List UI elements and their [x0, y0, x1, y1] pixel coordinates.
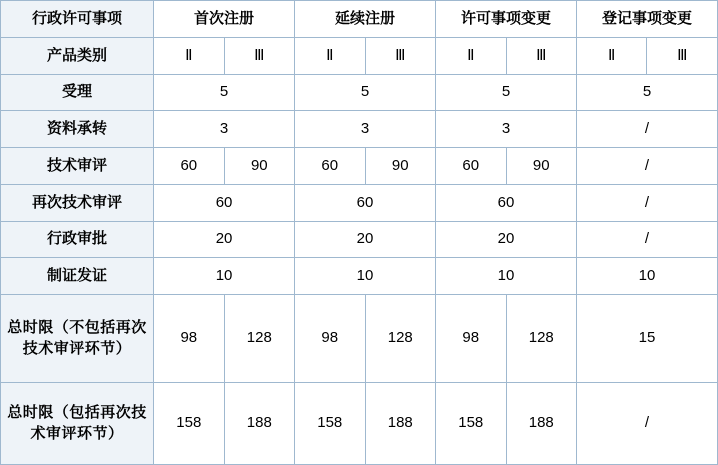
cell-value: 60 — [436, 184, 577, 221]
subheader-product-category-label: 产品类别 — [1, 37, 154, 74]
header-group-renewal-registration: 延续注册 — [295, 1, 436, 38]
table-row — [1, 111, 718, 148]
row-label-total-excluding-retechnical: 总时限（不包括再次技术审评环节） — [1, 295, 154, 383]
cell-value: 10 — [295, 258, 436, 295]
subheader-class-3-regchange: Ⅲ — [647, 37, 718, 74]
subheader-class-3-first: Ⅲ — [224, 37, 295, 74]
cell-value: 20 — [154, 221, 295, 258]
header-group-registration-change: 登记事项变更 — [577, 1, 718, 38]
cell-value: 90 — [224, 148, 295, 185]
cell-value: / — [577, 221, 718, 258]
subheader-class-2-regchange: Ⅱ — [577, 37, 647, 74]
cell-value: 158 — [295, 383, 365, 465]
row-label-certificate-issuance: 制证发证 — [1, 258, 154, 295]
table-body — [1, 1, 718, 465]
cell-value: 188 — [365, 383, 436, 465]
cell-value: 3 — [436, 111, 577, 148]
cell-value: / — [577, 148, 718, 185]
cell-value: / — [577, 111, 718, 148]
cell-value: 15 — [577, 295, 718, 383]
row-label-administrative-approval: 行政审批 — [1, 221, 154, 258]
subheader-class-2-first: Ⅱ — [154, 37, 224, 74]
cell-value: 90 — [365, 148, 436, 185]
cell-value: 158 — [436, 383, 506, 465]
cell-value: 5 — [154, 74, 295, 111]
row-label-acceptance: 受理 — [1, 74, 154, 111]
cell-value: 10 — [436, 258, 577, 295]
table-row — [1, 184, 718, 221]
cell-value: / — [577, 383, 718, 465]
cell-value: 128 — [365, 295, 436, 383]
row-label-technical-review: 技术审评 — [1, 148, 154, 185]
table-row — [1, 258, 718, 295]
table-row — [1, 295, 718, 383]
cell-value: 128 — [506, 295, 577, 383]
cell-value: 60 — [154, 148, 224, 185]
cell-value: 188 — [506, 383, 577, 465]
table-row — [1, 74, 718, 111]
cell-value: 98 — [436, 295, 506, 383]
cell-value: 5 — [577, 74, 718, 111]
cell-value: 60 — [295, 184, 436, 221]
cell-value: 3 — [154, 111, 295, 148]
table-row — [1, 148, 718, 185]
cell-value: 158 — [154, 383, 224, 465]
cell-value: 60 — [154, 184, 295, 221]
row-label-material-transfer: 资料承转 — [1, 111, 154, 148]
cell-value: 5 — [436, 74, 577, 111]
subheader-class-2-renewal: Ⅱ — [295, 37, 365, 74]
subheader-class-3-permit: Ⅲ — [506, 37, 577, 74]
cell-value: 3 — [295, 111, 436, 148]
cell-value: 90 — [506, 148, 577, 185]
table-row — [1, 383, 718, 465]
cell-value: 60 — [436, 148, 506, 185]
cell-value: 5 — [295, 74, 436, 111]
header-group-first-registration: 首次注册 — [154, 1, 295, 38]
table-header-row — [1, 1, 718, 38]
header-row-label-title: 行政许可事项 — [1, 1, 154, 38]
cell-value: 98 — [295, 295, 365, 383]
cell-value: 10 — [577, 258, 718, 295]
cell-value: 128 — [224, 295, 295, 383]
cell-value: 20 — [295, 221, 436, 258]
cell-value: 20 — [436, 221, 577, 258]
row-label-retechnical-review: 再次技术审评 — [1, 184, 154, 221]
cell-value: 10 — [154, 258, 295, 295]
cell-value: / — [577, 184, 718, 221]
cell-value: 188 — [224, 383, 295, 465]
table-subheader-row — [1, 37, 718, 74]
subheader-class-2-permit: Ⅱ — [436, 37, 506, 74]
row-label-total-including-retechnical: 总时限（包括再次技术审评环节） — [1, 383, 154, 465]
cell-value: 98 — [154, 295, 224, 383]
cell-value: 60 — [295, 148, 365, 185]
table-row — [1, 221, 718, 258]
subheader-class-3-renewal: Ⅲ — [365, 37, 436, 74]
header-group-permit-change: 许可事项变更 — [436, 1, 577, 38]
